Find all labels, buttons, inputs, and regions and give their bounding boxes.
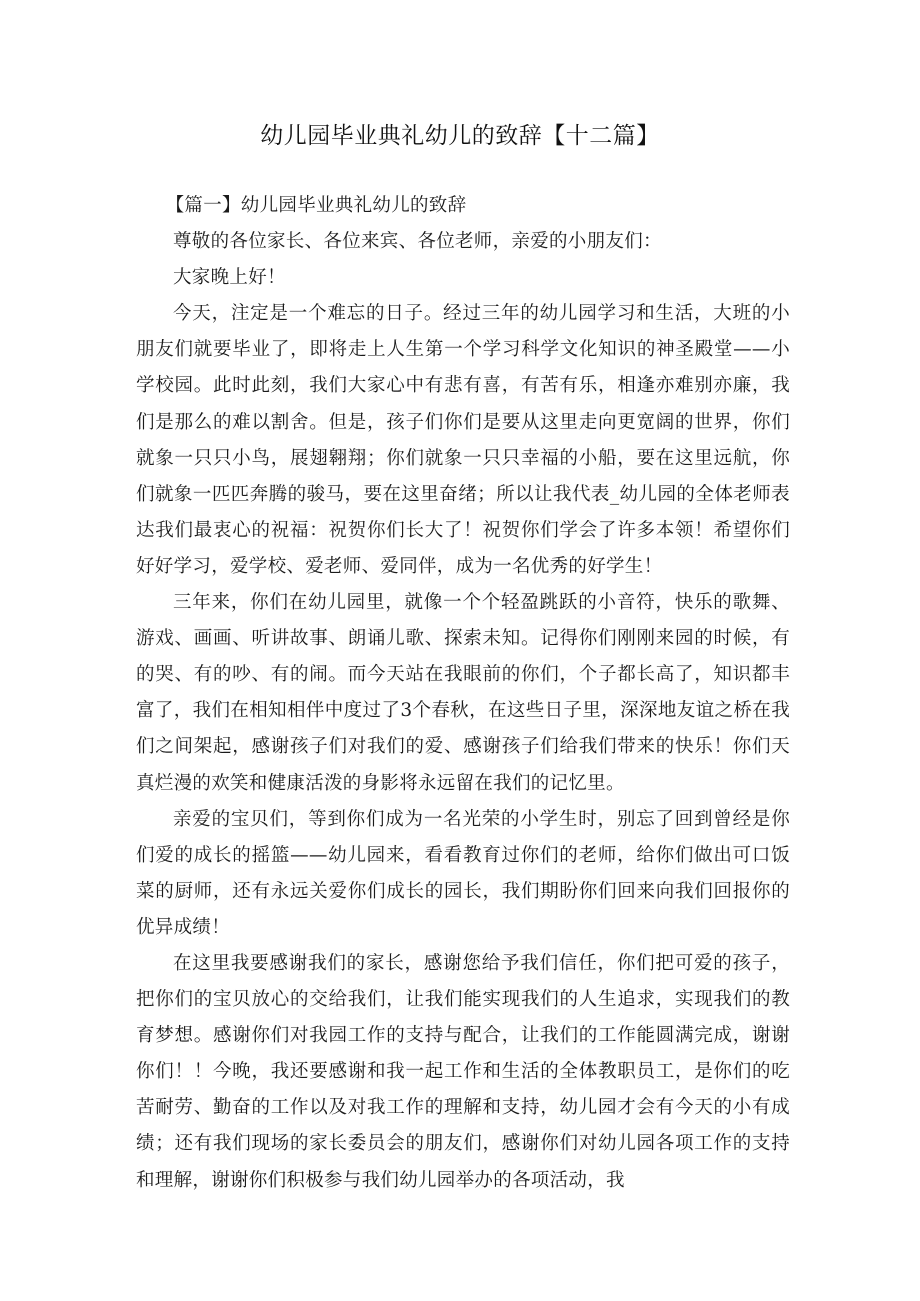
paragraph: 亲爱的宝贝们，等到你们成为一名光荣的小学生时，别忘了回到曾经是你们爱的成长的摇篮——幼儿园来，看看教育过你们的老师，给你们做出可口饭菜的厨师，还有永远关爱你们成长的园长，我们期盼你们回来向我们回报你的优异成绩！ <box>136 808 790 938</box>
section-heading: 【篇一】幼儿园毕业典礼幼儿的致辞 <box>165 195 467 216</box>
paragraph: 三年来，你们在幼儿园里，就像一个个轻盈跳跃的小音符，快乐的歌舞、游戏、画画、听讲故事、朗诵儿歌、探索未知。记得你们刚刚来园的时候，有的哭、有的吵、有的闹。而今天站在我眼前的你们，个子都长高了，知识都丰富了，我们在相知相伴中度过了3个春秋，在这些日子里，深深地友谊之桥在我们之间架起，感谢孩子们对我们的爱、感谢孩子们给我们带来的快乐！你们天真烂漫的欢笑和健康活泼的身影将永远留在我们的记忆里。 <box>136 592 790 794</box>
paragraph: 今天，注定是一个难忘的日子。经过三年的幼儿园学习和生活，大班的小朋友们就要毕业了，即将走上人生第一个学习科学文化知识的神圣殿堂——小学校园。此时此刻，我们大家心中有悲有喜，有苦有乐，相逢亦难别亦廉，我们是那么的难以割舍。但是，孩子们你们是要从这里走向更宽阔的世界，你们就象一只只小鸟，展翅翱翔；你们就象一只只幸福的小船，要在这里远航，你们就象一匹匹奔腾的骏马，要在这里奋绪；所以让我代表_幼儿园的全体老师表达我们最衷心的祝福：祝贺你们长大了！祝贺你们学会了许多本领！希望你们好好学习，爱学校、爱老师、爱同伴，成为一名优秀的好学生！ <box>136 303 790 577</box>
document-title: 幼儿园毕业典礼幼儿的致辞【十二篇】 <box>260 123 660 149</box>
paragraph-greeting: 大家晚上好！ <box>173 267 286 289</box>
paragraph-salutation: 尊敬的各位家长、各位来宾、各位老师，亲爱的小朋友们： <box>173 231 662 253</box>
paragraph: 在这里我要感谢我们的家长，感谢您给予我们信任，你们把可爱的孩子，把你们的宝贝放心的交给我们，让我们能实现我们的人生追求，实现我们的教育梦想。感谢你们对我园工作的支持与配合，让我们的工作能圆满完成，谢谢你们！！今晚，我还要感谢和我一起工作和生活的全体教职员工，是你们的吃苦耐劳、勤奋的工作以及对我工作的理解和支持，幼儿园才会有今天的小有成绩；还有我们现场的家长委员会的朋友们，感谢你们对幼儿园各项工作的支持和理解，谢谢你们积极参与我们幼儿园举办的各项活动，我 <box>136 952 790 1191</box>
document-body <box>136 188 790 1199</box>
